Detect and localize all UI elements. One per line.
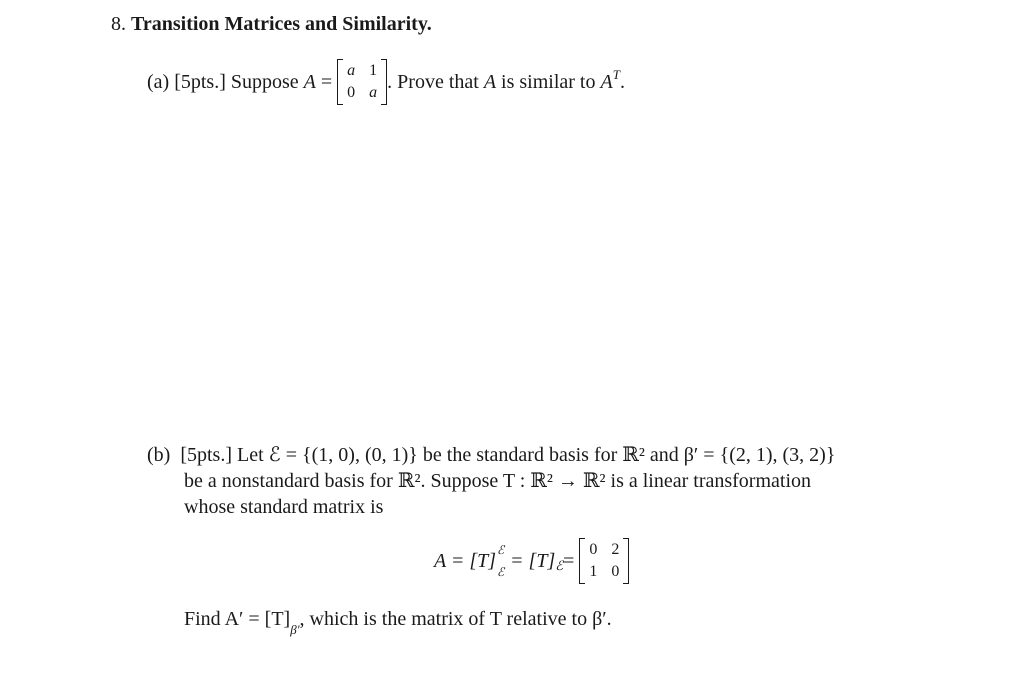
matrix-b-entry: 1 — [589, 563, 598, 580]
display-mid: = [T] — [510, 550, 556, 572]
part-b-text-3: whose standard matrix is — [184, 496, 384, 518]
part-b-matrix — [579, 538, 629, 584]
script-e-indices — [496, 543, 510, 579]
find-sub: β′ — [290, 622, 300, 637]
matrix-a-entry: a — [347, 62, 356, 79]
find-rest: , which is the matrix of T relative to β′. — [299, 608, 612, 630]
problem-heading — [111, 12, 432, 36]
part-b-line3 — [184, 495, 383, 519]
part-b-points: [5pts.] — [180, 444, 232, 466]
part-a-var: A — [303, 71, 316, 93]
display-equation: A = [T] ℰ ℰ = [T] $_ℰ$ = 0 2 1 0 — [434, 537, 629, 585]
part-a-matrix — [337, 59, 387, 105]
part-a-transpose: $A^T$ — [600, 67, 620, 93]
part-b-label: (b) — [147, 444, 171, 466]
display-eq: = — [563, 550, 575, 572]
find-lead: Find A′ = [T] — [184, 608, 291, 630]
matrix-b-entry: 0 — [611, 563, 620, 580]
problem-number: 8. — [111, 13, 126, 35]
sup-script-e: ℰ — [497, 543, 505, 557]
part-a-similar: is similar to — [501, 71, 596, 93]
matrix-b-entry: 0 — [589, 541, 598, 558]
part-a-points: [5pts.] — [174, 71, 226, 93]
matrix-b-entry: 2 — [611, 541, 620, 558]
problem-title: Transition Matrices and Similarity. — [131, 13, 432, 35]
part-a-after: . Prove that — [387, 71, 479, 93]
matrix-a-entry: 0 — [347, 84, 356, 101]
part-a — [147, 62, 625, 102]
part-b-text-2: be a nonstandard basis for ℝ². Suppose T : ℝ² → ℝ² is a linear transformation — [184, 470, 812, 492]
part-b-find — [184, 607, 612, 637]
part-a-eq: = — [320, 71, 333, 93]
part-a-lead: Suppose — [230, 71, 299, 93]
part-a-end: . — [619, 71, 625, 93]
matrix-a-entry: 1 — [369, 62, 378, 79]
part-a-var2: A — [483, 71, 497, 93]
part-a-label: (a) — [147, 71, 170, 93]
part-b-line1 — [147, 443, 835, 467]
matrix-a-entry: a — [369, 84, 378, 101]
display-lhs: A = [T] — [434, 550, 497, 572]
part-b-line2 — [184, 469, 811, 493]
sub-script-e: ℰ — [497, 565, 505, 579]
part-b-text-1: Let ℰ = {(1, 0), (0, 1)} be the standard basis for ℝ² and β′ = {(2, 1), (3, 2)} — [237, 444, 836, 466]
